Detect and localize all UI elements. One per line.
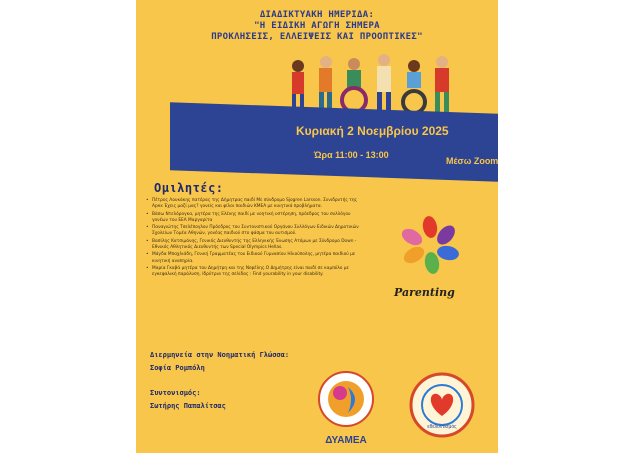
colorful-hands-logo — [398, 215, 462, 275]
event-platform: Μέσω Zoom — [446, 156, 498, 166]
parenting-label: Parenting — [394, 286, 455, 299]
volunteering-logo-text: εθελοντισμός — [427, 424, 457, 430]
poster-title-line-2: "Η ΕΙΔΙΚΗ ΑΓΩΓΗ ΣΗΜΕΡΑ — [254, 21, 380, 31]
interpretation-heading: Διερμηνεία στην Νοηματική Γλώσσα: — [150, 351, 290, 359]
speaker-item: • Μαρία Γκαβά μητέρα του Δημήτρη και της Νεφέλης.Ο Δημήτρης είναι παιδί σε καμπύλο με εγκεφαλική παράλυση. Ιδρύτρια της σελίδας : Find yourability in your disability. — [146, 266, 360, 279]
event-poster — [136, 0, 498, 453]
volunteering-association-logo — [409, 372, 475, 438]
dyamea-logo — [318, 369, 374, 449]
child-figure — [292, 60, 304, 112]
speaker-item: • Παναγιώτης Τσελέπογλου Πρόεδρος του Συντονιστικού Οργάνου Συλλόγων Ειδικών Δημοτικών Σχολείων Τομέα Αθηνών, γονέας παιδιού στο φάσμα του αυτισμού. — [146, 225, 360, 238]
speakers-list — [146, 198, 360, 280]
event-date: Κυριακή 2 Νοεμβρίου 2025 — [296, 124, 449, 138]
speakers-heading: Ομιλητές: — [154, 181, 224, 195]
poster-title-line-1: ΔΙΑΔΙΚΤΥΑΚΗ ΗΜΕΡΙΔΑ: — [259, 10, 375, 20]
child-figure — [435, 56, 449, 112]
speaker-item: • Βάσω Ντελόρογκα, μητέρα της Ελένης παιδί με νοητική υστέρηση, πρόεδρος του συλλόγου γονέων του ΕΕΑ Μαργαρίτα — [146, 212, 360, 225]
coordinator-name: Σωτήρης Παπαλίτσας — [150, 402, 226, 410]
child-figure — [319, 56, 332, 112]
date-banner — [170, 102, 498, 182]
child-wheelchair — [342, 58, 366, 112]
poster-title-line-3: ΠΡΟΚΛΗΣΕΙΣ, ΕΛΛΕΙΨΕΙΣ ΚΑΙ ΠΡΟΟΠΤΙΚΕΣ" — [211, 32, 423, 42]
dyamea-logo-text: ΔΥΑΜΕΑ — [325, 435, 367, 446]
speaker-item: • Μάγδα Μπαχλιάδη, Γενική Γραμματέας του Ειδικού Γυμνασίου Ηλιούπολης, μητέρα παιδιού με κινητική αναπηρία. — [146, 252, 360, 265]
event-time: Ώρα 11:00 - 13:00 — [314, 150, 389, 160]
speaker-item: • Βασίλης Κατσιμάνης, Γενικός Διευθυντής της Ελληνικής Ένωσης Ατόμων με Σύνδρομο Down - Εθνικός Αθλητικός Διευθυντής των Special Olympics Hellas. — [146, 239, 360, 252]
child-wheelchair — [403, 60, 425, 113]
speaker-item: • Πέτρος Λουκάκης πατέρας της Δήμητρας παιδί Με σύνδρομο Sjogren Larsson. Συνιδρυτής της Apex Έχεις μαζί μας? γονείς και φίλοι παιδιών ΚΜΕΑ με κινητικά προβλήματα. — [146, 198, 360, 211]
interpreter-name: Σοφία Ρομπόλη — [150, 364, 205, 372]
child-figure — [377, 54, 391, 112]
coordination-heading: Συντονισμός: — [150, 389, 201, 397]
